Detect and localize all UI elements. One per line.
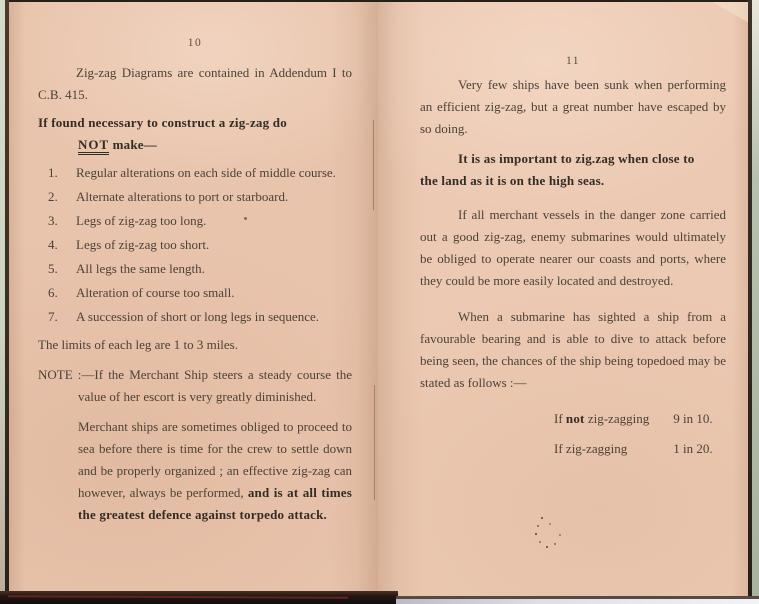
ink-dot — [537, 525, 539, 527]
list-item-number: 6. — [48, 285, 58, 300]
list-item-number: 4. — [48, 237, 58, 252]
list-item-number: 5. — [48, 261, 58, 276]
page-right-content — [420, 42, 726, 468]
not-word-underlined: NOT — [78, 137, 109, 155]
list-item-text: Legs of zig-zag too long. — [76, 213, 207, 228]
para2-line2: the land as it is on the high seas. — [420, 173, 605, 188]
book-edge-bottom-light — [396, 599, 759, 604]
stat-prefix: If — [554, 411, 566, 426]
numbered-list — [38, 162, 352, 328]
gutter-crease — [373, 120, 374, 210]
merchant-paragraph — [78, 416, 352, 526]
list-item — [38, 282, 352, 304]
para-important-to-zigzag — [420, 148, 726, 192]
book-edge-left-dark — [5, 0, 9, 594]
list-item-text: All legs the same length. — [76, 261, 205, 276]
list-item — [38, 234, 352, 256]
stat-zigzagging — [554, 438, 726, 460]
note-paragraph — [38, 364, 352, 408]
list-item-number: 7. — [48, 309, 58, 324]
note-body: If the Merchant Ship steers a steady course the value of her escort is very greatly diminished. — [78, 367, 352, 404]
para-merchant-vessels: If all merchant vessels in the danger zone carried out a good zig-zag, enemy submarines would ultimately be obliged to operate nearer our coasts and ports, where they could be more easily located and destroyed. — [420, 207, 726, 288]
torpedo-odds — [554, 408, 726, 460]
page-number-right: 11 — [565, 55, 581, 67]
stat-prefix: If — [554, 441, 566, 456]
list-item-text: Regular alterations on each side of middle course. — [76, 165, 336, 180]
page-number-left: 10 — [187, 37, 203, 49]
ink-dot — [554, 543, 556, 545]
heading-do-not-make — [38, 112, 352, 156]
list-item-text: Legs of zig-zag too short. — [76, 237, 210, 252]
merchant-normal-text: Merchant ships are sometimes obliged to proceed to sea before there is time for the crew to settle down and be properly organized ; an effective zig-zag can however, always be performed, — [78, 419, 352, 500]
stat-value: 1 in 20. — [673, 441, 713, 456]
book-edge-right-light — [752, 0, 759, 604]
para-submarine-sighted: When a submarine has sighted a ship from a favourable bearing and is able to dive to attack before being seen, the chances of the ship being topedoed may be stated as follows :— — [420, 309, 726, 390]
stat-bold-word: not — [565, 411, 585, 426]
stat-not-zigzagging — [554, 408, 726, 430]
note-label: NOTE :— — [38, 367, 95, 382]
stat-suffix: zig-zagging — [565, 441, 628, 456]
ink-dot — [546, 546, 548, 548]
list-item — [38, 162, 352, 184]
page-left — [9, 2, 378, 592]
stat-value: 9 in 10. — [673, 411, 713, 426]
ink-speck-red — [244, 217, 247, 220]
book-edge-top — [0, 0, 759, 2]
stat-label — [554, 438, 670, 460]
gutter-crease — [374, 385, 375, 500]
list-item-text: Alternate alterations to port or starboard. — [76, 189, 289, 204]
list-item-text: Alteration of course too small. — [76, 285, 235, 300]
ink-dot — [559, 534, 561, 536]
heading-line2 — [78, 134, 157, 156]
heading-rest: make— — [109, 137, 157, 152]
list-item-text: A succession of short or long legs in sequence. — [76, 309, 319, 324]
list-item — [38, 186, 352, 208]
heading-line1: If found necessary to construct a zig-zag do — [38, 115, 287, 130]
page-right — [378, 2, 750, 597]
list-item-number: 2. — [48, 189, 58, 204]
merchant-bold-text: and is at all times the greatest defence against torpedo attack. — [78, 485, 352, 522]
ink-dot — [535, 533, 537, 535]
list-item — [38, 258, 352, 280]
list-item — [38, 210, 352, 232]
ink-dot — [541, 517, 543, 519]
stat-suffix: zig-zagging — [584, 411, 650, 426]
limits-line: The limits of each leg are 1 to 3 miles. — [38, 337, 238, 352]
page-left-content — [38, 32, 352, 526]
ink-dot — [539, 541, 541, 543]
intro-paragraph: Zig-zag Diagrams are contained in Addendum I to C.B. 415. — [38, 65, 352, 102]
list-item-number: 3. — [48, 213, 58, 228]
list-item — [38, 306, 352, 328]
list-item-number: 1. — [48, 165, 58, 180]
para2-line1: It is as important to zig.zag when close to — [458, 151, 695, 166]
ink-dot — [549, 523, 551, 525]
para-very-few-ships: Very few ships have been sunk when performing an efficient zig-zag, but a great number have escaped by so doing. — [420, 77, 726, 136]
stat-label — [554, 408, 670, 430]
